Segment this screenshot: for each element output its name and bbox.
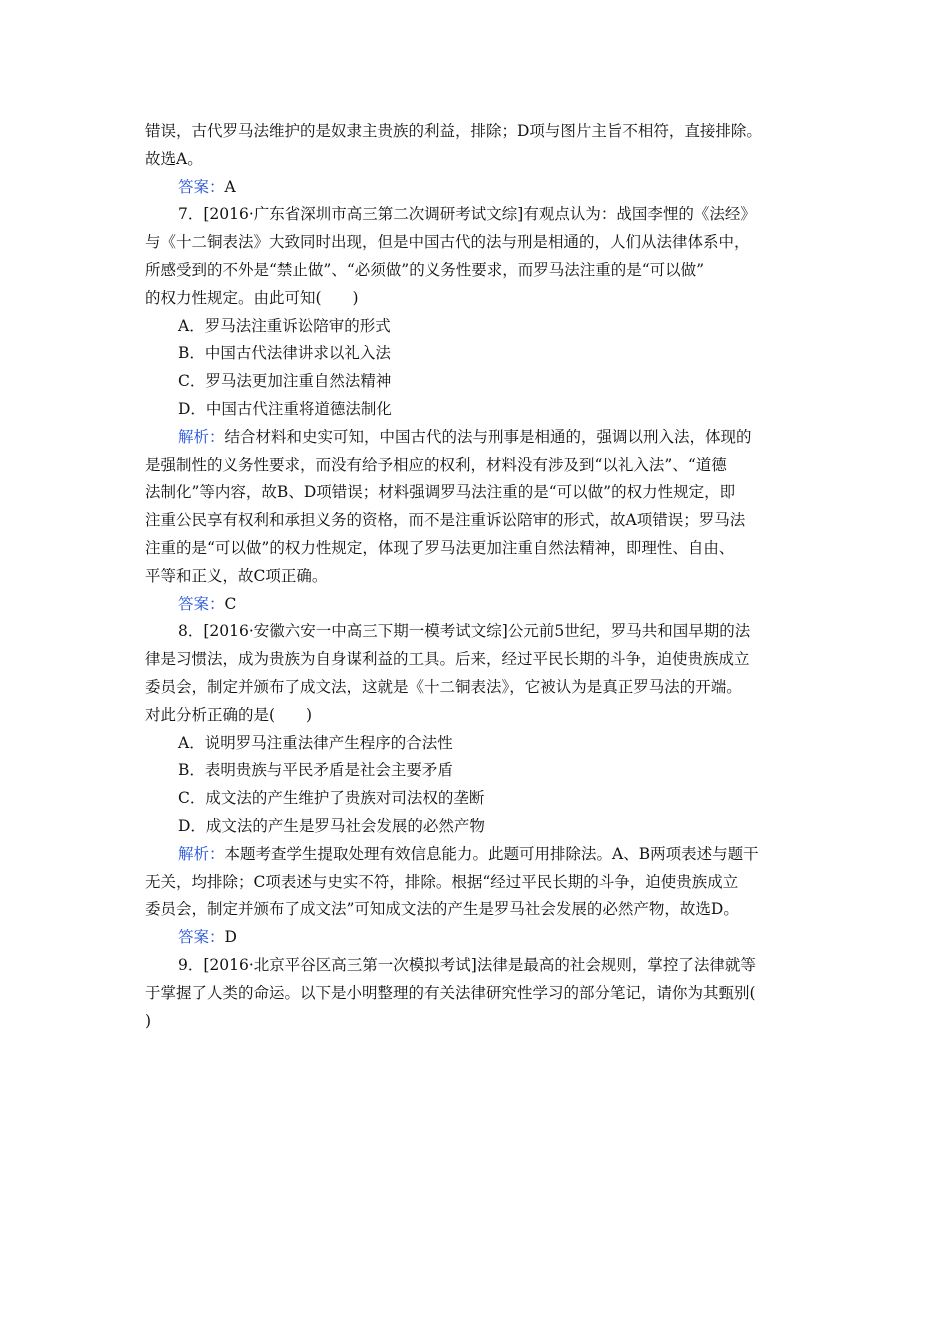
q9-stem-line: ): [145, 1011, 152, 1030]
q7-option-b: B．中国古代法律讲求以礼入法: [178, 344, 391, 363]
q8-option-a: A．说明罗马注重法律产生程序的合法性: [178, 733, 453, 752]
analysis-label: 解析：: [178, 844, 225, 863]
q7-stem-line: 的权力性规定。由此可知( ): [145, 288, 359, 307]
answer-label: 答案：: [178, 594, 225, 613]
q8-option-b: B．表明贵族与平民矛盾是社会主要矛盾: [178, 761, 453, 780]
answer-value: C: [224, 594, 237, 613]
q7-stem-line: 7．[2016·广东省深圳市高三第二次调研考试文综]有观点认为：战国李悝的《法经》: [178, 205, 756, 224]
q7-option-c: C．罗马法更加注重自然法精神: [178, 372, 392, 391]
q8-stem-line: 律是习惯法，成为贵族为自身谋利益的工具。后来，经过平民长期的斗争，迫使贵族成立: [145, 650, 750, 669]
q8-analysis-line: 无关，均排除；C项表述与史实不符，排除。根据“经过平民长期的斗争，迫使贵族成立: [145, 872, 739, 891]
q7-option-a: A．罗马法注重诉讼陪审的形式: [178, 316, 391, 335]
q7-analysis-line: 是强制性的义务性要求，而没有给予相应的权利，材料没有涉及到“以礼入法”、“道德: [145, 455, 727, 474]
q9-stem-line: 9．[2016·北京平谷区高三第一次模拟考试]法律是最高的社会规则，掌控了法律就等: [178, 955, 756, 974]
answer-value: A: [224, 177, 236, 196]
prev-analysis-line: 错误，古代罗马法维护的是奴隶主贵族的利益，排除；D项与图片主旨不相符，直接排除。: [145, 122, 762, 140]
prev-answer: [145, 174, 825, 202]
q9-stem-line: 于掌握了人类的命运。以下是小明整理的有关法律研究性学习的部分笔记，请你为其甄别(: [145, 983, 756, 1002]
q7-analysis-line: 注重的是“可以做”的权力性规定，体现了罗马法更加注重自然法精神，即理性、自由、: [145, 538, 735, 557]
answer-label: 答案：: [178, 928, 225, 947]
analysis-label: 解析：: [178, 427, 225, 446]
analysis-text: 结合材料和史实可知，中国古代的法与刑事是相通的，强调以刑入法，体现的: [224, 427, 752, 446]
q7-stem-line: 与《十二铜表法》大致同时出现，但是中国古代的法与刑是相通的，人们从法律体系中，: [145, 233, 750, 252]
analysis-text: 本题考查学生提取处理有效信息能力。此题可用排除法。A、B两项表述与题干: [224, 844, 759, 863]
answer-label: 答案：: [178, 177, 225, 196]
q8-option-d: D．成文法的产生是罗马社会发展的必然产物: [178, 816, 485, 835]
q7-stem-line: 所感受到的不外是“禁止做”、“必须做”的义务性要求，而罗马法注重的是“可以做”: [145, 260, 705, 279]
q8-option-c: C．成文法的产生维护了贵族对司法权的垄断: [178, 789, 485, 808]
q7-analysis-line: 注重公民享有权利和承担义务的资格，而不是注重诉讼陪审的形式，故A项错误；罗马法: [145, 511, 746, 530]
q7-analysis-line: 平等和正义，故C项正确。: [145, 566, 328, 585]
q8-answer: [145, 924, 825, 952]
q8-stem-line: 委员会，制定并颁布了成文法，这就是《十二铜表法》，它被认为是真正罗马法的开端。: [145, 677, 742, 696]
q7-option-d: D．中国古代注重将道德法制化: [178, 399, 392, 418]
q8-analysis-first: [145, 841, 825, 869]
q7-answer: [145, 591, 825, 619]
q7-analysis-first: [145, 424, 825, 452]
q7-analysis-line: 法制化”等内容，故B、D项错误；材料强调罗马法注重的是“可以做”的权力性规定，即: [145, 483, 736, 502]
prev-analysis-line: 故选A。: [145, 149, 203, 168]
q8-analysis-line: 委员会，制定并颁布了成文法”可知成文法的产生是罗马社会发展的必然产物，故选D。: [145, 900, 739, 919]
q8-stem-line: 对此分析正确的是( ): [145, 705, 313, 724]
answer-value: D: [224, 928, 237, 947]
q8-stem-line: 8．[2016·安徽六安一中高三下期一模考试文综]公元前5世纪，罗马共和国早期的法: [178, 622, 751, 641]
document-page: [145, 118, 825, 1035]
